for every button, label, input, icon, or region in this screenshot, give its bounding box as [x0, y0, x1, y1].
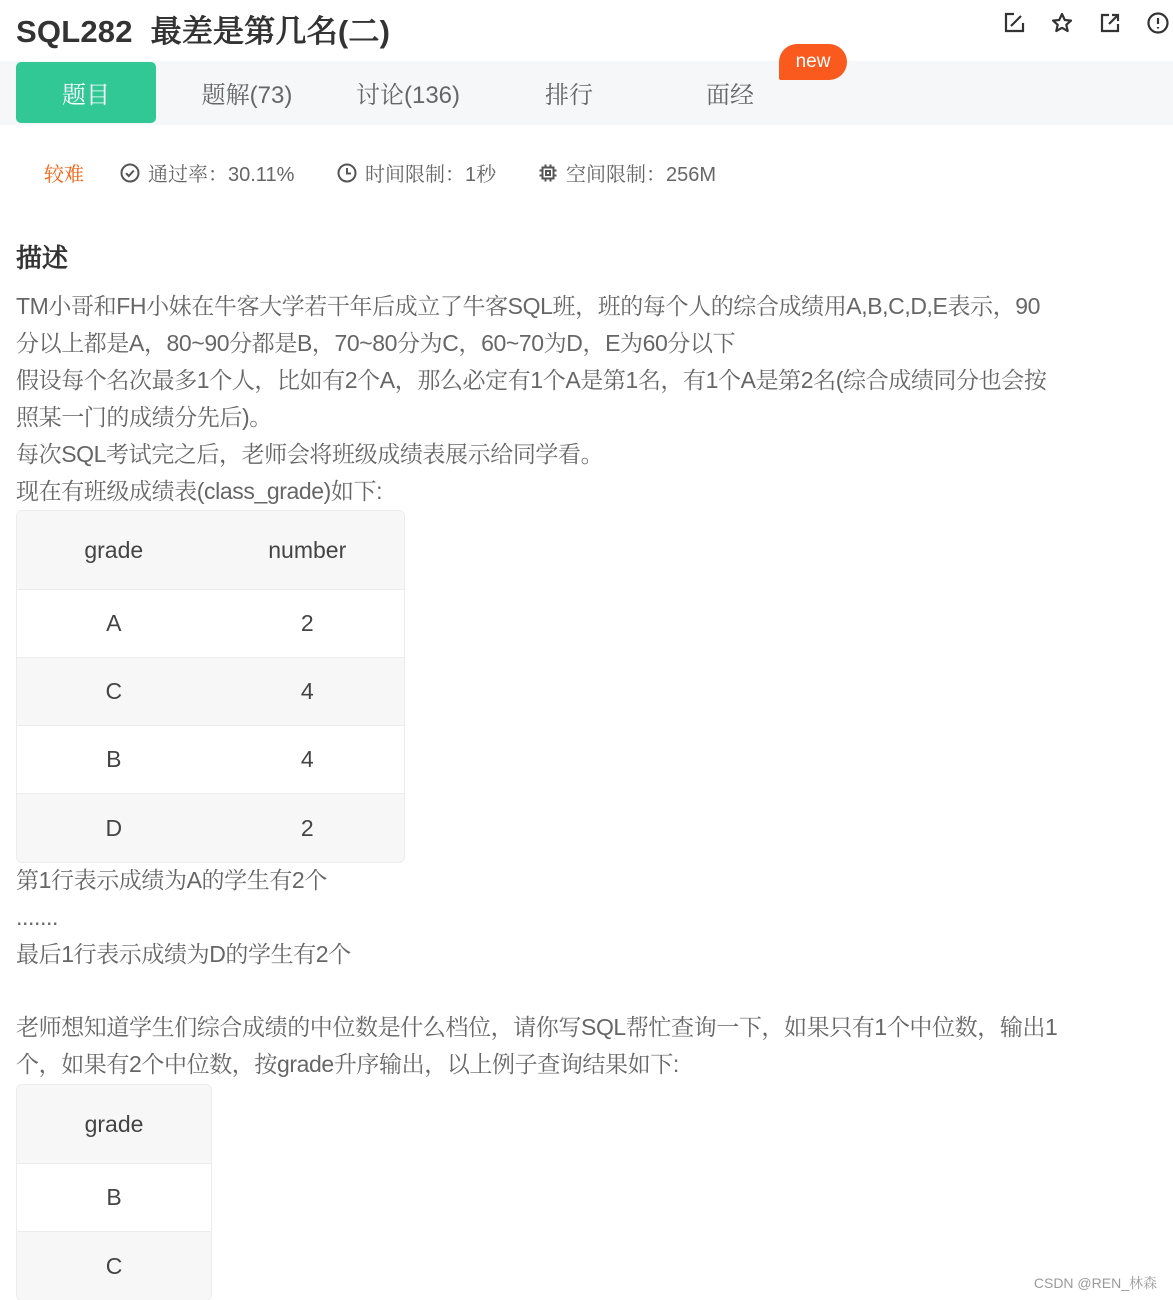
cell-number: 2 — [211, 794, 405, 862]
pass-rate — [120, 158, 294, 187]
cell-number: 4 — [211, 726, 405, 794]
tab-bar — [0, 61, 1173, 125]
cell-grade: C — [17, 658, 211, 726]
table-row — [17, 658, 404, 726]
description-block-3 — [16, 1009, 1166, 1083]
cell-grade: C — [17, 1232, 211, 1300]
description-block-2 — [16, 862, 1166, 973]
problem-title: 最差是第几名(二) — [150, 14, 391, 49]
tab-solutions[interactable]: 题解(73) — [201, 82, 293, 109]
watermark: CSDN @REN_林森 — [1033, 1275, 1157, 1291]
description-line: 第1行表示成绩为A的学生有2个 — [16, 867, 327, 893]
problem-meta — [0, 152, 800, 192]
description-line: ....... — [16, 904, 58, 930]
tab-interview[interactable]: 面经 — [706, 82, 754, 109]
cell-grade: A — [17, 590, 211, 658]
check-circle-icon — [120, 163, 140, 183]
time-limit-text: 时间限制：1秒 — [365, 164, 497, 186]
time-limit — [337, 158, 496, 187]
header-actions — [1001, 10, 1171, 36]
cell-grade: B — [17, 1164, 211, 1232]
cell-grade: D — [17, 794, 211, 862]
table-header-row — [17, 1085, 211, 1164]
description-line: 每次SQL考试完之后，老师会将班级成绩表展示给同学看。 — [16, 441, 604, 467]
table-row — [17, 1232, 211, 1300]
pass-rate-text: 通过率：30.11% — [148, 164, 295, 186]
description-line: 假设每个名次最多1个人，比如有2个A，那么必定有1个A是第1名，有1个A是第2名(综合成绩同分也会按 — [16, 367, 1047, 393]
page-title — [16, 6, 390, 51]
description-line: 分以上都是A，80~90分都是B，70~80分为C，60~70为D，E为60分以下 — [16, 330, 736, 356]
description-line: 最后1行表示成绩为D的学生有2个 — [16, 941, 351, 967]
description-line: 现在有班级成绩表(class_grade)如下: — [16, 478, 383, 504]
table-row — [17, 794, 404, 862]
memory-limit-text: 空间限制：256M — [566, 164, 717, 186]
table-row — [17, 726, 404, 794]
edit-icon[interactable] — [1001, 10, 1027, 36]
description-block-1 — [16, 288, 1166, 510]
result-table — [16, 1084, 212, 1300]
column-header-grade: grade — [17, 1085, 211, 1164]
class-grade-table — [16, 510, 405, 863]
cell-grade: B — [17, 726, 211, 794]
column-header-number: number — [211, 511, 405, 590]
description-line: 照某一门的成绩分先后)。 — [16, 404, 272, 430]
report-icon[interactable] — [1145, 10, 1171, 36]
tab-problem[interactable]: 题目 — [16, 62, 156, 123]
share-icon[interactable] — [1097, 10, 1123, 36]
memory-limit — [538, 158, 716, 187]
tab-ranking[interactable]: 排行 — [545, 82, 593, 109]
problem-code: SQL282 — [16, 14, 133, 49]
description-line: 老师想知道学生们综合成绩的中位数是什么档位，请你写SQL帮忙查询一下，如果只有1个中位数，输出1 — [16, 1014, 1058, 1040]
table-header-row — [17, 511, 404, 590]
table-row — [17, 590, 404, 658]
new-badge: new — [779, 44, 847, 80]
star-icon[interactable] — [1049, 10, 1075, 36]
description-line: 个，如果有2个中位数，按grade升序输出，以上例子查询结果如下: — [16, 1051, 679, 1077]
section-title-description: 描述 — [16, 243, 69, 273]
difficulty-label: 较难 — [44, 164, 84, 186]
table-row — [17, 1164, 211, 1232]
header — [0, 0, 1173, 50]
cell-number: 2 — [211, 590, 405, 658]
description-line: TM小哥和FH小妹在牛客大学若干年后成立了牛客SQL班，班的每个人的综合成绩用A,B,C,D,E表示，90 — [16, 293, 1041, 319]
tab-discussion[interactable]: 讨论(136) — [355, 82, 461, 109]
column-header-grade: grade — [17, 511, 211, 590]
clock-icon — [337, 163, 357, 183]
cell-number: 4 — [211, 658, 405, 726]
chip-icon — [538, 163, 558, 183]
